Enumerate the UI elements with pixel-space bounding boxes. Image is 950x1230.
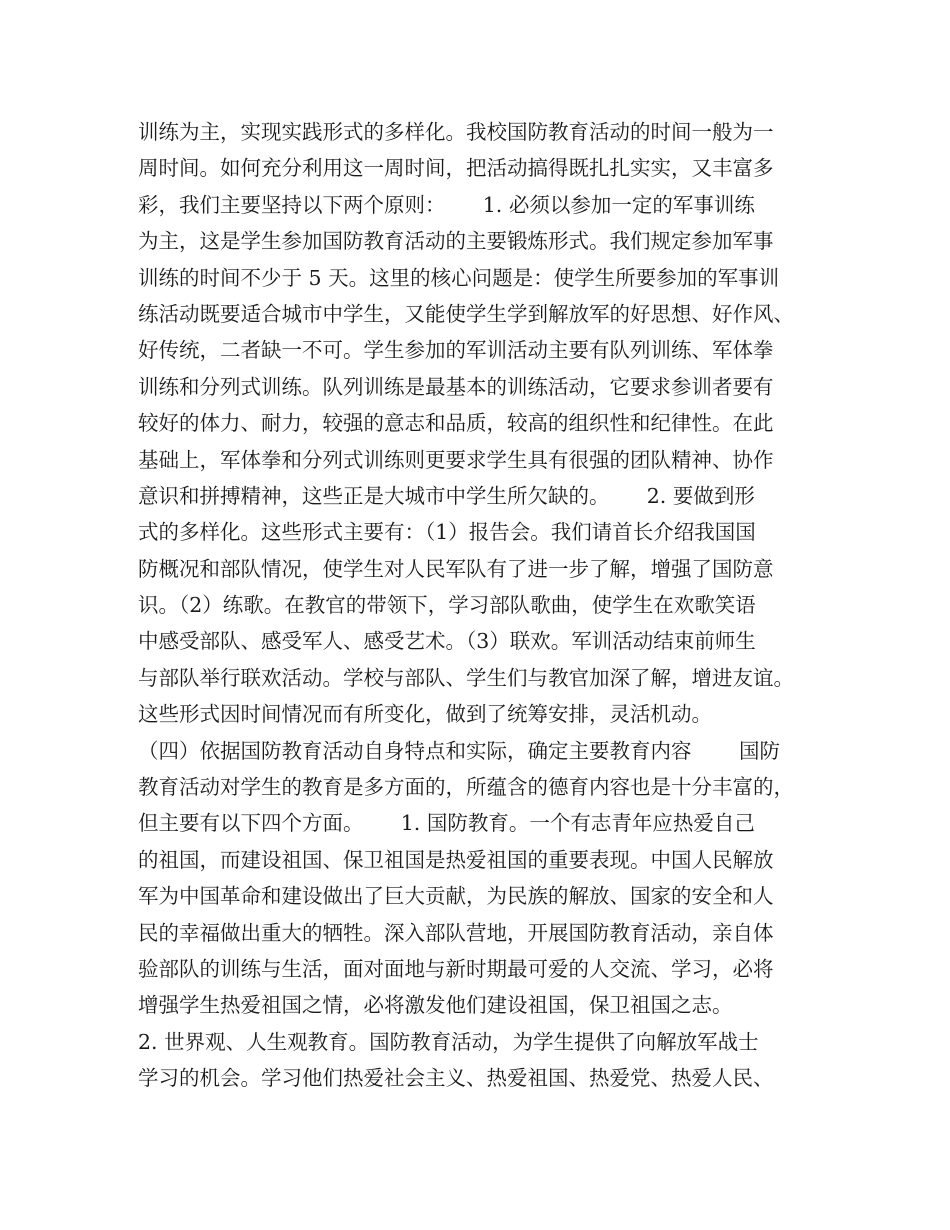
text-line: 识。（2）练歌。在教官的带领下，学习部队歌曲，使学生在欢歌笑语 (138, 593, 756, 618)
text-line: 民的幸福做出重大的牺牲。深入部队营地，开展国防教育活动，亲自体 (138, 920, 774, 945)
text-line: 式的多样化。这些形式主要有：（1）报告会。我们请首长介绍我国国 (138, 520, 756, 545)
text-line: 好传统，二者缺一不可。学生参加的军训活动主要有队列训练、军体拳 (138, 338, 774, 363)
text-line: 学习的机会。学习他们热爱社会主义、热爱祖国、热爱党、热爱人民、 (138, 1066, 774, 1091)
text-line: 教育活动对学生的教育是多方面的，所蕴含的德育内容也是十分丰富的， (138, 775, 794, 800)
text-line: 防概况和部队情况，使学生对人民军队有了进一步了解，增强了国防意 (138, 556, 774, 581)
text-line: 较好的体力、耐力，较强的意志和品质，较高的组织性和纪律性。在此 (138, 411, 774, 436)
text-line: 这些形式因时间情况而有所变化，做到了统筹安排，灵活机动。 (138, 702, 712, 727)
text-line: 军为中国革命和建设做出了巨大贡献，为民族的解放、国家的安全和人 (138, 884, 774, 909)
text-line: 的祖国，而建设祖国、保卫祖国是热爱祖国的重要表现。中国人民解放 (138, 847, 774, 872)
text-line: 增强学生热爱祖国之情，必将激发他们建设祖国，保卫祖国之志。 (138, 993, 733, 1018)
text-line: 基础上，军体拳和分列式训练则更要求学生具有很强的团队精神、协作 (138, 447, 774, 472)
text-line: 与部队举行联欢活动。学校与部队、学生们与教官加深了解，增进友谊。 (138, 665, 794, 690)
text-line: 训练为主，实现实践形式的多样化。我校国防教育活动的时间一般为一 (138, 120, 774, 144)
text-line: 2. 世界观、人生观教育。国防教育活动，为学生提供了向解放军战士 (138, 1029, 759, 1054)
text-line: 为主，这是学生参加国防教育活动的主要锻炼形式。我们规定参加军事 (138, 229, 774, 254)
text-line: 训练和分列式训练。队列训练是最基本的训练活动，它要求参训者要有 (138, 374, 774, 399)
text-line: 周时间。如何充分利用这一周时间，把活动搞得既扎扎实实，又丰富多 (138, 156, 774, 181)
section-heading-line: （四）依据国防教育活动自身特点和实际，确定主要教育内容 国防 (138, 738, 781, 763)
text-line: 练活动既要适合城市中学生，又能使学生学到解放军的好思想、好作风、 (138, 301, 794, 326)
text-line: 彩，我们主要坚持以下两个原则： 1. 必须以参加一定的军事训练 (138, 192, 755, 217)
text-line: 训练的时间不少于 5 天。这里的核心问题是：使学生所要参加的军事训 (138, 265, 780, 290)
body-text (138, 114, 828, 1097)
text-line: 意识和拼搏精神，这些正是大城市中学生所欠缺的。 2. 要做到形 (138, 483, 755, 508)
text-line: 验部队的训练与生活，面对面地与新时期最可爱的人交流、学习，必将 (138, 956, 774, 981)
text-line: 但主要有以下四个方面。 1. 国防教育。一个有志青年应热爱自己 (138, 811, 755, 836)
text-line: 中感受部队、感受军人、感受艺术。（3）联欢。军训活动结束前师生 (138, 629, 756, 654)
